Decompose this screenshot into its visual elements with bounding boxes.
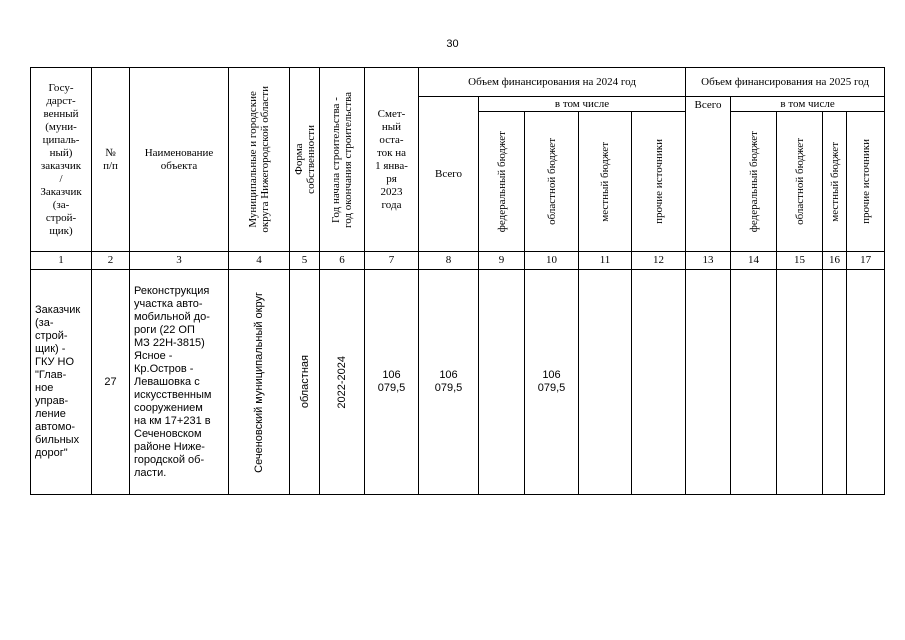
cell-other-2024 xyxy=(632,270,686,495)
cell-ownership-text: областная xyxy=(298,355,311,409)
cell-municipality-text: Сеченовский муниципальный округ xyxy=(253,291,265,473)
column-number: 9 xyxy=(479,252,525,270)
header-fin-2025: Объем финансирования на 2025 год xyxy=(686,68,885,97)
header-other-2025 xyxy=(847,112,885,252)
header-federal-2025-text: федеральный бюджет xyxy=(747,130,760,233)
cell-customer: Заказчик (за- строй- щик) - ГКУ НО "Глав- ное управ- ление автомо- бильных дорог" xyxy=(31,270,92,495)
cell-federal-2024 xyxy=(479,270,525,495)
cell-num: 27 xyxy=(92,270,130,495)
column-number: 14 xyxy=(731,252,777,270)
header-customer: Госу- дарст- венный (муни- ципаль- ный) заказчик / Заказчик (за- строй- щик) xyxy=(31,68,92,252)
cell-regional-2025 xyxy=(777,270,823,495)
column-number: 4 xyxy=(229,252,290,270)
column-number: 2 xyxy=(92,252,130,270)
table-row xyxy=(31,270,885,495)
header-federal-2025 xyxy=(731,112,777,252)
header-regional-2025-text: областной бюджет xyxy=(793,138,806,225)
cell-municipality xyxy=(229,270,290,495)
header-row-1 xyxy=(31,68,885,97)
column-number: 13 xyxy=(686,252,731,270)
header-local-2025 xyxy=(823,112,847,252)
header-federal-2024-text: федеральный бюджет xyxy=(495,130,508,233)
column-number: 15 xyxy=(777,252,823,270)
cell-years-text: 2022-2024 xyxy=(336,355,348,409)
header-years xyxy=(320,68,365,252)
header-including-2025: в том числе xyxy=(731,97,885,112)
column-number: 6 xyxy=(320,252,365,270)
header-regional-2024 xyxy=(525,112,579,252)
header-total-2024: Всего xyxy=(419,97,479,252)
cell-estimate: 106 079,5 xyxy=(365,270,419,495)
header-local-2025-text: местный бюджет xyxy=(828,141,841,222)
header-estimate: Смет- ный оста- ток на 1 янва- ря 2023 года xyxy=(365,68,419,252)
header-regional-2024-text: областной бюджет xyxy=(545,138,558,225)
column-number: 17 xyxy=(847,252,885,270)
cell-local-2024 xyxy=(579,270,632,495)
header-total-2025: Всего xyxy=(686,97,731,252)
header-other-2025-text: прочие источники xyxy=(859,139,872,224)
cell-ownership xyxy=(290,270,320,495)
column-number: 7 xyxy=(365,252,419,270)
column-number: 16 xyxy=(823,252,847,270)
header-regional-2025 xyxy=(777,112,823,252)
column-number-row xyxy=(31,252,885,270)
column-number: 1 xyxy=(31,252,92,270)
header-num: № п/п xyxy=(92,68,130,252)
cell-object-name: Реконструкция участка авто- мобильной до- роги (22 ОП МЗ 22Н-3815) Ясное - Кр.Остров - Левашовка с искусственным сооружением на км 17+231 в Сеченовском районе Ниже- городской об- ласти. xyxy=(130,270,229,495)
cell-total-2025 xyxy=(686,270,731,495)
column-number: 3 xyxy=(130,252,229,270)
header-municipality-text: Муниципальные и городские округа Нижегородской области xyxy=(247,86,271,233)
cell-local-2025 xyxy=(823,270,847,495)
page-number: 30 xyxy=(446,38,459,50)
header-local-2024-text: местный бюджет xyxy=(599,141,611,222)
column-number: 5 xyxy=(290,252,320,270)
header-other-2024 xyxy=(632,112,686,252)
header-object-name: Наименование объекта xyxy=(130,68,229,252)
column-number: 12 xyxy=(632,252,686,270)
cell-other-2025 xyxy=(847,270,885,495)
header-ownership xyxy=(290,68,320,252)
cell-federal-2025 xyxy=(731,270,777,495)
column-number: 10 xyxy=(525,252,579,270)
header-including-2024: в том числе xyxy=(479,97,686,112)
header-federal-2024 xyxy=(479,112,525,252)
header-years-text: Год начала строительства - год окончания строительства xyxy=(330,91,354,228)
header-fin-2024: Объем финансирования на 2024 год xyxy=(419,68,686,97)
column-number: 8 xyxy=(419,252,479,270)
financing-table xyxy=(30,67,885,495)
cell-total-2024: 106 079,5 xyxy=(419,270,479,495)
cell-years xyxy=(320,270,365,495)
column-number: 11 xyxy=(579,252,632,270)
header-local-2024 xyxy=(579,112,632,252)
cell-regional-2024: 106 079,5 xyxy=(525,270,579,495)
header-municipality xyxy=(229,68,290,252)
header-ownership-text: Форма собственности xyxy=(292,125,317,194)
header-other-2024-text: прочие источники xyxy=(652,139,665,224)
